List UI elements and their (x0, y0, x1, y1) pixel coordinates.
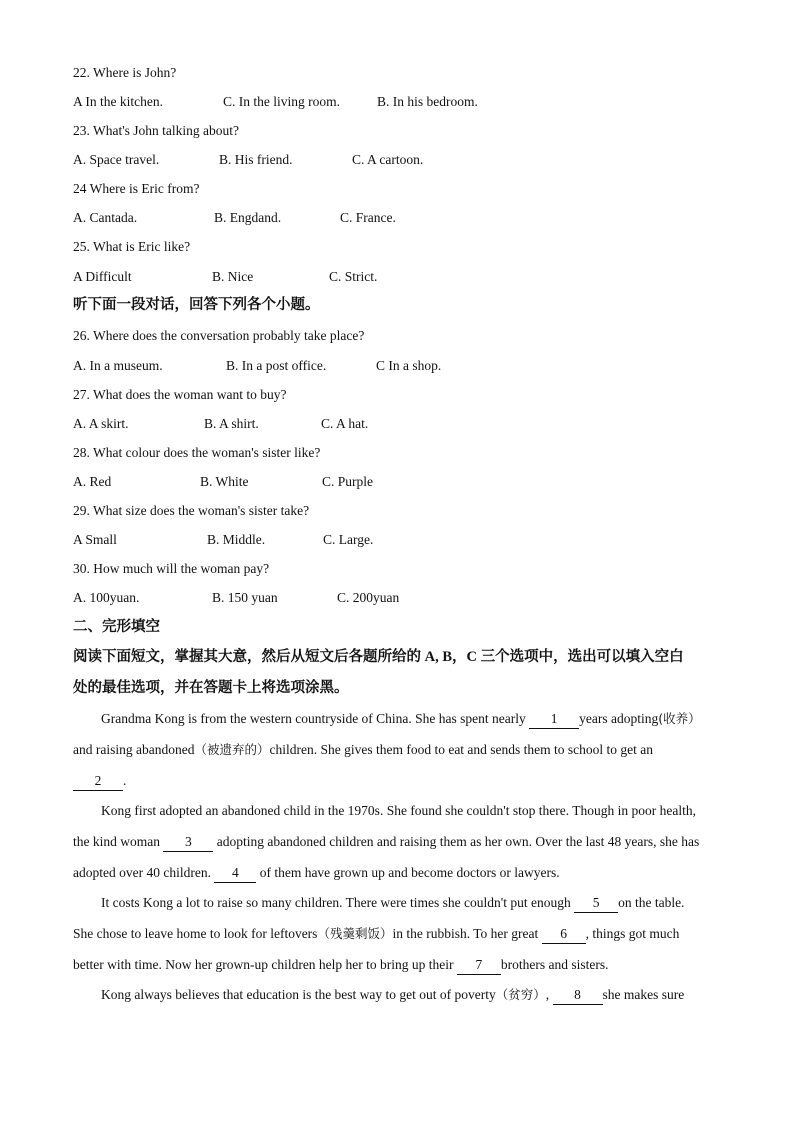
answer-option: C. Purple (322, 474, 374, 489)
para1-line1: Grandma Kong is from the western countryside of China. She has spent nearly 1 years adopting(收养） (101, 710, 701, 729)
question-text: 30. How much will the woman pay? (73, 561, 270, 576)
answer-option: A. Red (73, 474, 112, 489)
question-text: 29. What size does the woman's sister take? (73, 503, 310, 518)
para1-line2: and raising abandoned（被遗弃的）children. She gives them food to eat and sends them to school to get an (73, 742, 654, 757)
answer-option: C. A hat. (321, 416, 369, 431)
answer-option: B. White (200, 474, 249, 489)
answer-option: B. Nice (212, 269, 254, 284)
para3-line2: She chose to leave home to look for leftovers（残羹剩饭）in the rubbish. To her great 6 , things got much (73, 925, 679, 944)
blank-2: 2 (73, 772, 123, 791)
para4-line1: Kong always believes that education is the best way to get out of poverty（贫穷）, 8 she makes sure (101, 986, 684, 1005)
answer-option: A Difficult (73, 269, 132, 284)
blank-4: 4 (214, 864, 256, 883)
answer-option: A. Space travel. (73, 152, 160, 167)
answer-option: C. A cartoon. (352, 152, 424, 167)
question-text: 27. What does the woman want to buy? (73, 387, 287, 402)
question-text: 26. Where does the conversation probably take place? (73, 328, 365, 343)
answer-option: C. In the living room. (223, 94, 340, 109)
question-text: 24 Where is Eric from? (73, 181, 200, 196)
blank-8: 8 (553, 986, 603, 1005)
answer-option: A. A skirt. (73, 416, 129, 431)
blank-5: 5 (574, 894, 618, 913)
answer-option: A. In a museum. (73, 358, 163, 373)
blank-7: 7 (457, 956, 501, 975)
answer-option: B. Middle. (207, 532, 266, 547)
instruction-line-2: 处的最佳选项，并在答题卡上将选项涂黑。 (73, 680, 349, 696)
question-text: 28. What colour does the woman's sister like? (73, 445, 321, 460)
answer-option: C. Strict. (329, 269, 378, 284)
answer-option: B. A shirt. (204, 416, 259, 431)
question-text: 25. What is Eric like? (73, 239, 191, 254)
answer-option: B. In a post office. (226, 358, 327, 373)
answer-option: C. 200yuan (337, 590, 400, 605)
answer-option: C. France. (340, 210, 396, 225)
section2-title: 二、完形填空 (73, 619, 160, 635)
para2-line2: the kind woman 3 adopting abandoned children and raising them as her own. Over the last 48 years, she has (73, 833, 699, 852)
answer-option: B. His friend. (219, 152, 293, 167)
answer-option: C In a shop. (376, 358, 442, 373)
listen-heading: 听下面一段对话，回答下列各个小题。 (73, 297, 320, 313)
answer-option: A. Cantada. (73, 210, 138, 225)
blank-1: 1 (529, 710, 579, 729)
answer-option: C. Large. (323, 532, 374, 547)
para3-line1: It costs Kong a lot to raise so many children. There were times she couldn't put enough 5 on the table. (101, 894, 684, 913)
para1-line3: 2 . (73, 772, 126, 791)
para3-line3: better with time. Now her grown-up children help her to bring up their 7 brothers and sisters. (73, 956, 609, 975)
answer-option: B. 150 yuan (212, 590, 278, 605)
answer-option: A Small (73, 532, 117, 547)
instruction-line-1: 阅读下面短文，掌握其大意，然后从短文后各题所给的 A, B，C 三个选项中，选出可以填入空白 (73, 649, 684, 665)
answer-option: A In the kitchen. (73, 94, 163, 109)
question-text: 23. What's John talking about? (73, 123, 240, 138)
para2-line1: Kong first adopted an abandoned child in the 1970s. She found she couldn't stop there. Though in poor health, (101, 803, 696, 818)
answer-option: B. Engdand. (214, 210, 282, 225)
blank-6: 6 (542, 925, 586, 944)
blank-3: 3 (163, 833, 213, 852)
para2-line3: adopted over 40 children. 4 of them have grown up and become doctors or lawyers. (73, 864, 560, 883)
answer-option: B. In his bedroom. (377, 94, 478, 109)
question-text: 22. Where is John? (73, 65, 177, 80)
answer-option: A. 100yuan. (73, 590, 140, 605)
